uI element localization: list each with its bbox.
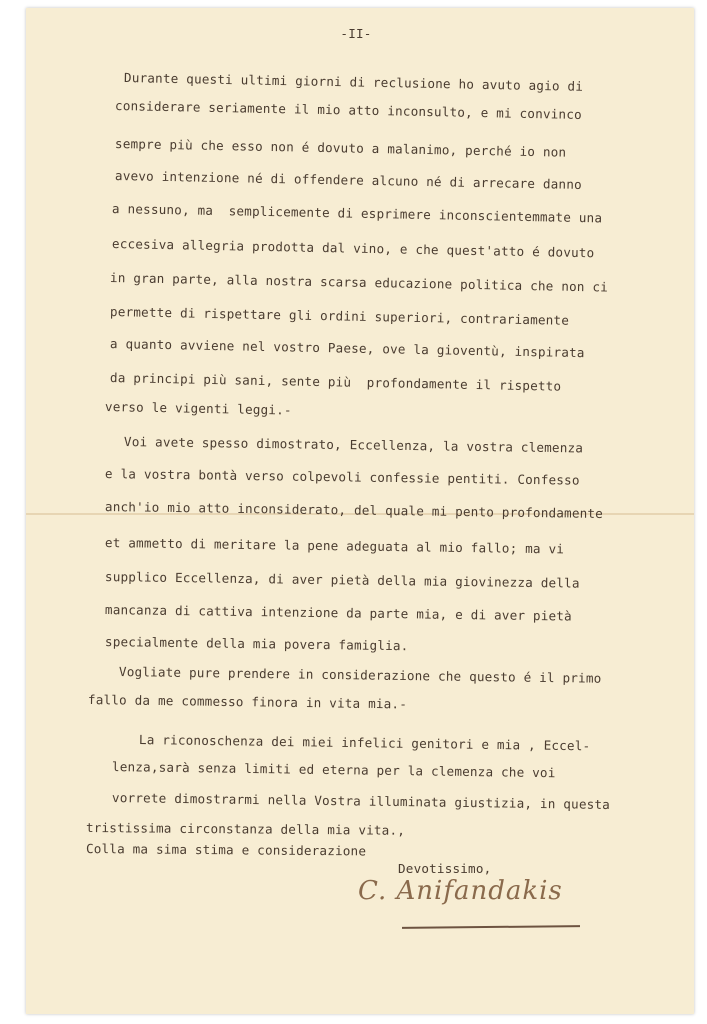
letter-line: fallo da me commesso finora in vita mia.- bbox=[87, 692, 408, 712]
letter-line: sempre più che esso non é dovuto a malanimo, perché io non bbox=[114, 136, 567, 160]
letter-line: Colla ma sima stima e considerazione bbox=[85, 841, 367, 859]
letter-line: a quanto avviene nel vostro Paese, ove la gioventù, inspirata bbox=[109, 336, 585, 361]
letter-line: Voi avete spesso dimostrato, Eccellenza, la vostra clemenza bbox=[123, 434, 584, 456]
signature-underline bbox=[402, 925, 580, 929]
letter-line: permette di rispettare gli ordini superiori, contrariamente bbox=[109, 304, 570, 328]
letter-line: da principi più sani, sente più profondamente il rispetto bbox=[109, 370, 562, 394]
letter-line: verso le vigenti leggi.- bbox=[104, 399, 292, 418]
letter-line: tristissima circonstanza della mia vita., bbox=[85, 820, 406, 838]
letter-line: in gran parte, alla nostra scarsa educazione politica che non ci bbox=[109, 270, 609, 295]
letter-line: et ammetto di meritare la pene adeguata al mio fallo; ma vi bbox=[104, 535, 565, 557]
letter-line: eccesiva allegria prodotta dal vino, e che quest'atto é dovuto bbox=[111, 236, 595, 261]
letter-line: a nessuno, ma semplicemente di esprimere inconscientemmate una bbox=[111, 201, 603, 226]
letter-line: e la vostra bontà verso colpevoli confessie pentiti. Confesso bbox=[104, 466, 580, 488]
letter-line: vorrete dimostrarmi nella Vostra illuminata giustizia, in questa bbox=[111, 790, 611, 812]
letter-page bbox=[26, 8, 694, 1014]
letter-line: Durante questi ultimi giorni di reclusione ho avuto agio di bbox=[123, 70, 584, 94]
letter-line: anch'io mio atto inconsiderato, del quale mi pento profondamente bbox=[104, 499, 604, 521]
letter-line: Vogliate pure prendere in considerazione che questo é il primo bbox=[118, 664, 602, 686]
letter-line: specialmente della mia povera famiglia. bbox=[104, 634, 409, 654]
letter-line: lenza,sarà senza limiti ed eterna per la clemenza che voi bbox=[111, 759, 556, 781]
closing-line: Devotissimo, bbox=[398, 861, 492, 876]
letter-line: La riconoschenza dei miei infelici genitori e mia , Eccel- bbox=[138, 732, 591, 754]
page-number: -II- bbox=[340, 26, 372, 41]
letter-line: mancanza di cattiva intenzione da parte mia, e di aver pietà bbox=[104, 602, 572, 624]
handwritten-signature: C. Anifandakis bbox=[358, 876, 563, 906]
letter-line: considerare seriamente il mio atto inconsulto, e mi convinco bbox=[114, 98, 582, 122]
letter-line: supplico Eccellenza, di aver pietà della mia giovinezza della bbox=[104, 569, 580, 591]
letter-line: avevo intenzione né di offendere alcuno né di arrecare danno bbox=[114, 168, 582, 192]
